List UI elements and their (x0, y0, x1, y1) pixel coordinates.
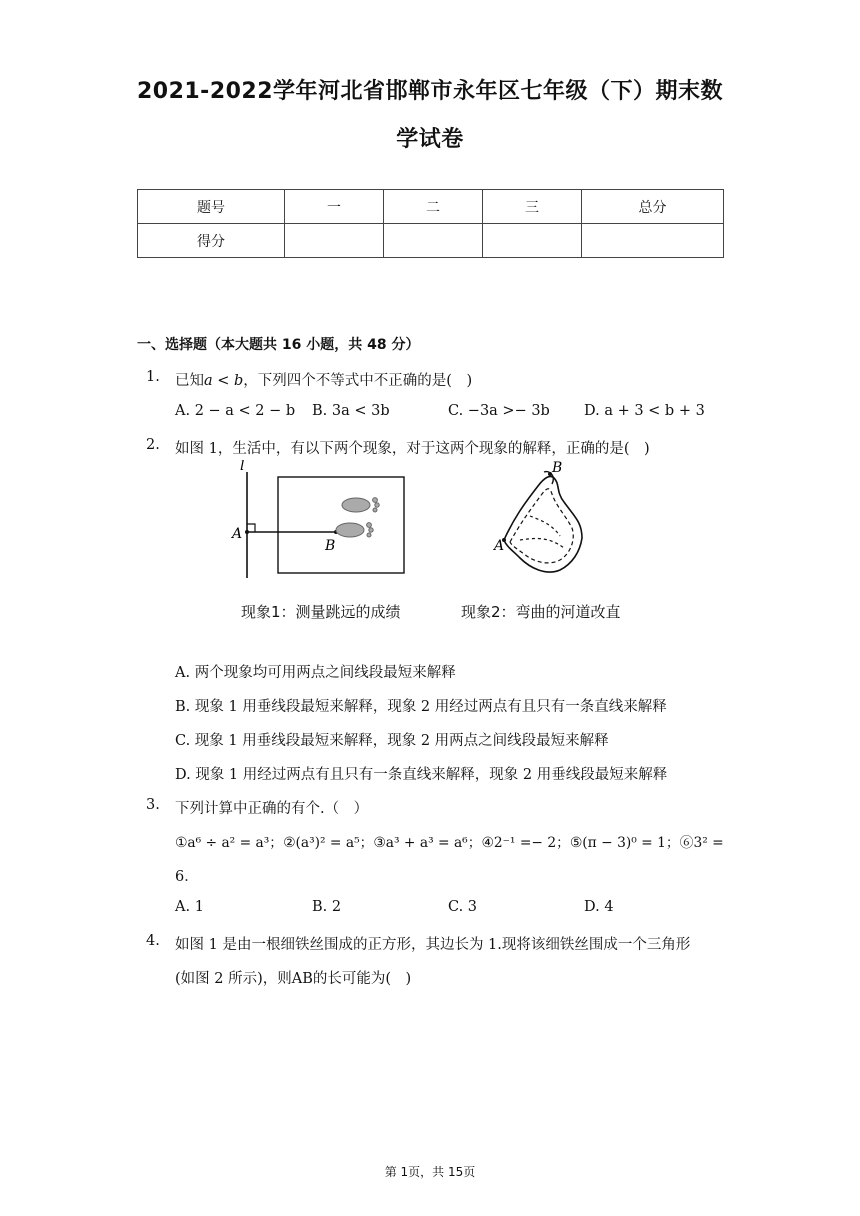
score-table (137, 189, 724, 258)
title-line-1: 2021-2022学年河北省邯郸市永年区七年级（下）期末数 (136, 79, 724, 104)
footprint-icon (336, 498, 379, 537)
question-3-stem: 下列计算中正确的有个.（ ） (175, 801, 369, 817)
question-number: 2. (146, 437, 160, 453)
question-3-option-c: C. 3 (448, 899, 478, 915)
score-header-cell: 总分 (582, 190, 724, 224)
score-cell (582, 224, 724, 258)
score-cell (285, 224, 384, 258)
score-cell (483, 224, 582, 258)
question-2-option-b: B. 现象 1 用垂线段最短来解释，现象 2 用经过两点有且只有一条直线来解释 (175, 699, 667, 715)
question-3-option-b: B. 2 (312, 899, 342, 915)
figure-2-caption: 现象2：弯曲的河道改直 (461, 603, 621, 621)
score-header-cell: 三 (483, 190, 582, 224)
figure-label-a: A (494, 538, 505, 554)
question-number: 3. (146, 797, 160, 813)
figure-label-b: B (325, 538, 336, 554)
question-2-stem: 如图 1，生活中，有以下两个现象，对于这两个现象的解释，正确的是( ) (175, 441, 650, 457)
question-2-option-c: C. 现象 1 用垂线段最短来解释，现象 2 用两点之间线段最短来解释 (175, 733, 609, 749)
question-2-option-d: D. 现象 1 用经过两点有且只有一条直线来解释，现象 2 用垂线段最短来解释 (175, 767, 668, 783)
score-table-score-row (138, 224, 724, 258)
score-header-cell: 题号 (138, 190, 285, 224)
question-number: 4. (146, 933, 160, 949)
question-2-option-a: A. 两个现象均可用两点之间线段最短来解释 (175, 665, 456, 681)
figure-1-caption: 现象1：测量跳远的成绩 (241, 603, 401, 621)
question-1-stem-b: ，下列四个不等式中不正确的是( ) (243, 373, 473, 389)
question-1-stem-a: 已知 (175, 373, 204, 389)
question-3-option-a: A. 1 (175, 899, 204, 915)
question-3-formula-line-2: 6． (175, 869, 199, 885)
question-4-stem-line-2: (如图 2 所示)，则AB的长可能为( ) (175, 971, 412, 987)
score-table-header-row (138, 190, 724, 224)
score-header-cell: 二 (384, 190, 483, 224)
question-1-option-a: A. 2 − a < 2 − b (175, 403, 296, 419)
score-cell (384, 224, 483, 258)
question-1-option-c: C. −3a >− 3b (448, 403, 550, 419)
figure-label-l: l (240, 460, 245, 474)
question-3-formula-line: ①a⁶ ÷ a² = a³；②(a³)² = a⁵；③a³ + a³ = a⁶；④2⁻¹ =− 2；⑤(π − 3)⁰ = 1；⑥3² = (175, 835, 724, 851)
question-1-option-d: D. a + 3 < b + 3 (584, 403, 705, 419)
title-line-2: 学试卷 (396, 127, 464, 152)
long-jump-figure (228, 460, 418, 582)
section-heading: 一、选择题（本大题共 16 小题，共 48 分） (137, 337, 420, 353)
score-header-cell: 一 (285, 190, 384, 224)
figure-label-a: A (232, 526, 243, 542)
question-1-stem-math: a < b (204, 373, 244, 389)
question-4-stem-line-1: 如图 1 是由一根细铁丝围成的正方形，其边长为 1.现将该细铁丝围成一个三角形 (175, 937, 691, 953)
question-3-option-d: D. 4 (584, 899, 614, 915)
question-1-option-b: B. 3a < 3b (312, 403, 390, 419)
figure-label-b: B (552, 460, 563, 476)
page-footer: 第 1页，共 15页 (384, 1165, 476, 1179)
question-number: 1. (146, 369, 160, 385)
river-figure (490, 458, 610, 580)
score-row-label: 得分 (138, 224, 285, 258)
question-1-stem (175, 369, 472, 390)
